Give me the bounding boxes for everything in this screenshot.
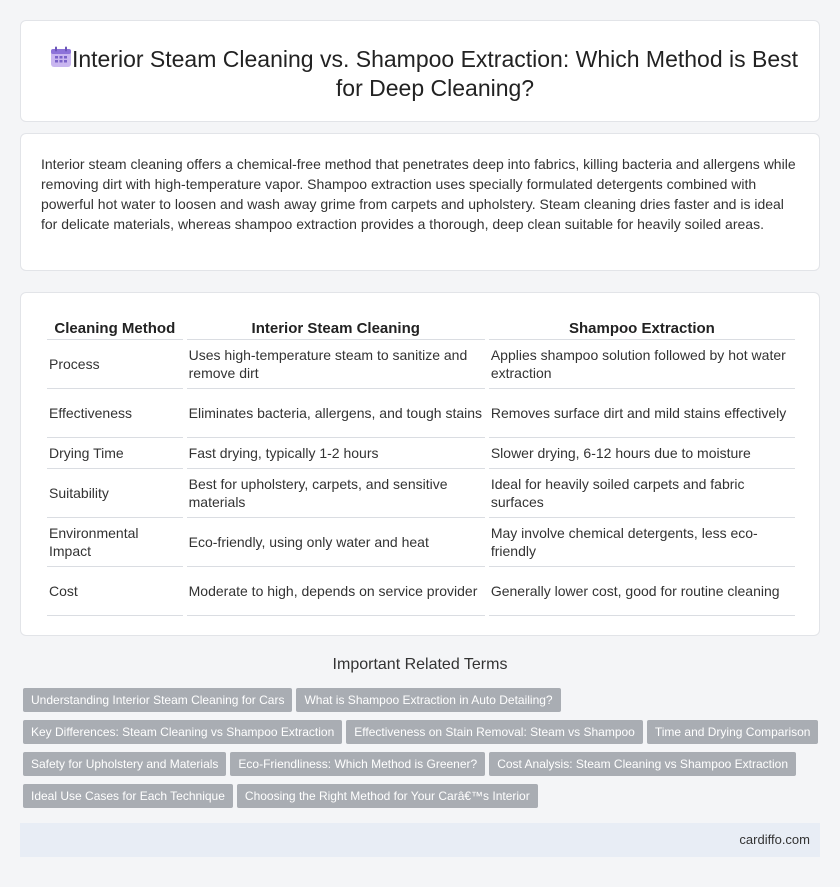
related-term-tag[interactable]: Ideal Use Cases for Each Technique [23, 784, 233, 808]
table-row [47, 518, 795, 567]
related-terms-list [23, 688, 823, 816]
comparison-table-card [20, 292, 820, 636]
table-cell: Slower drying, 6-12 hours due to moisture [489, 438, 795, 469]
table-cell: Ideal for heavily soiled carpets and fabric surfaces [489, 469, 795, 518]
related-term-tag[interactable]: Safety for Upholstery and Materials [23, 752, 226, 776]
table-cell: Drying Time [47, 438, 183, 469]
related-term-tag[interactable]: Understanding Interior Steam Cleaning for Cars [23, 688, 292, 712]
table-header-cell: Interior Steam Cleaning [187, 311, 485, 340]
table-row [47, 438, 795, 469]
table-cell: Fast drying, typically 1-2 hours [187, 438, 485, 469]
intro-paragraph: Interior steam cleaning offers a chemical-free method that penetrates deep into fabrics, killing bacteria and allergens while removing dirt with high-temperature vapor. Shampoo extraction uses specially formulated detergents combined with powerful hot water to loosen and wash away grime from carpets and upholstery. Steam cleaning dries faster and is ideal for delicate materials, whereas shampoo extraction provides a thorough, deep clean suitable for heavily soiled areas. [41, 156, 796, 232]
related-terms-heading: Important Related Terms [332, 656, 508, 673]
table-cell: Process [47, 340, 183, 389]
related-term-tag[interactable]: Key Differences: Steam Cleaning vs Shampoo Extraction [23, 720, 342, 744]
related-term-tag[interactable]: Choosing the Right Method for Your Carâ€™s Interior [237, 784, 538, 808]
page-title: Interior Steam Cleaning vs. Shampoo Extraction: Which Method is Best for Deep Cleaning? [71, 46, 799, 101]
related-term-tag[interactable]: Eco-Friendliness: Which Method is Greener? [230, 752, 485, 776]
table-cell: Removes surface dirt and mild stains effectively [489, 389, 795, 438]
related-term-tag[interactable]: Effectiveness on Stain Removal: Steam vs Shampoo [346, 720, 643, 744]
table-header-cell: Shampoo Extraction [489, 311, 795, 340]
intro-card [20, 133, 820, 271]
table-cell: Moderate to high, depends on service provider [187, 567, 485, 616]
comparison-table [43, 311, 799, 616]
table-row [47, 389, 795, 438]
table-row [47, 469, 795, 518]
table-header-row [47, 311, 795, 340]
table-cell: Suitability [47, 469, 183, 518]
related-term-tag[interactable]: Time and Drying Comparison [647, 720, 819, 744]
table-cell: Environmental Impact [47, 518, 183, 567]
table-row [47, 567, 795, 616]
table-cell: May involve chemical detergents, less eco-friendly [489, 518, 795, 567]
table-cell: Eco-friendly, using only water and heat [187, 518, 485, 567]
site-link[interactable]: cardiffo.com [739, 832, 810, 847]
table-cell: Best for upholstery, carpets, and sensitive materials [187, 469, 485, 518]
table-cell: Effectiveness [47, 389, 183, 438]
title-card [20, 20, 820, 122]
table-header-cell: Cleaning Method [47, 311, 183, 340]
table-cell: Applies shampoo solution followed by hot water extraction [489, 340, 795, 389]
related-term-tag[interactable]: What is Shampoo Extraction in Auto Detailing? [296, 688, 560, 712]
table-cell: Eliminates bacteria, allergens, and tough stains [187, 389, 485, 438]
related-term-tag[interactable]: Cost Analysis: Steam Cleaning vs Shampoo Extraction [489, 752, 796, 776]
table-cell: Cost [47, 567, 183, 616]
table-cell: Uses high-temperature steam to sanitize and remove dirt [187, 340, 485, 389]
table-cell: Generally lower cost, good for routine cleaning [489, 567, 795, 616]
table-row [47, 340, 795, 389]
footer [20, 823, 820, 857]
